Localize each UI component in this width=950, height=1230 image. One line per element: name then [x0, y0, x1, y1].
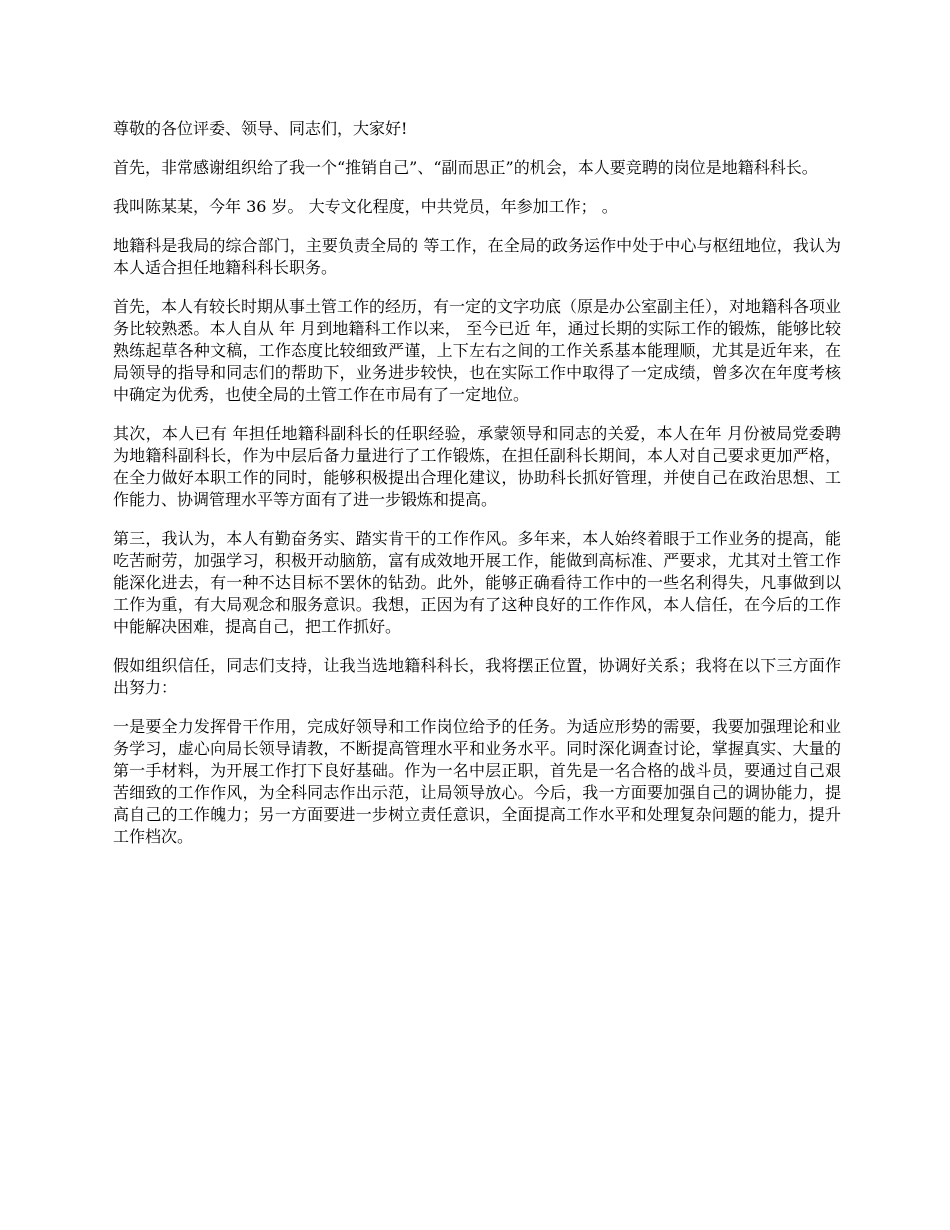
work-style-paragraph: 第三，我认为，本人有勤奋务实、踏实肯干的工作作风。多年来，本人始终着眼于工作业务的提高，能吃苦耐劳，加强学习，积极开动脑筋，富有成效地开展工作，能做到高标准、严要求，尤其对土管工作能深化进去，有一种不达目标不罢休的钻劲。此外，能够正确看待工作中的一些名利得失，凡事做到以工作为重，有大局观念和服务意识。我想，正因为有了这种良好的工作作风，本人信任，在今后的工作中能解决困难，提高自己，把工作抓好。: [113, 529, 841, 636]
intro-paragraph: 首先，非常感谢组织给了我一个“推销自己”、“副而思正”的机会，本人要竞聘的岗位是地籍科科长。: [113, 158, 818, 177]
plan-paragraph: 一是要全力发挥骨干作用，完成好领导和工作岗位给予的任务。为适应形势的需要，我要加强理论和业务学习，虚心向局长领导请教，不断提高管理水平和业务水平。同时深化调查讨论，掌握真实、大量的第一手材料，为开展工作打下良好基础。作为一名中层正职，首先是一名合格的战斗员，要通过自己艰苦细致的工作作风，为全科同志作出示范，让局领导放心。今后，我一方面要加强自己的调协能力，提高自己的工作魄力；另一方面要进一步树立责任意识，全面提高工作水平和处理复杂问题的能力，提升工作档次。: [113, 717, 841, 846]
self-introduction-paragraph: 我叫陈某某，今年 36 岁。 大专文化程度，中共党员，年参加工作； 。: [113, 197, 618, 216]
document-body: [113, 118, 841, 865]
deputy-experience-paragraph: 其次，本人已有 年担任地籍科副科长的任职经验，承蒙领导和同志的关爱，本人在年 月份被局党委聘为地籍科副科长，作为中层后备力量进行了工作锻炼，在担任副科长期间，本人对自己要求更加严格，在全力做好本职工作的同时，能够积极提出合理化建议，协助科长抓好管理，并使自己在政治思想、工作能力、协调管理水平等方面有了进一步锻炼和提高。: [113, 424, 841, 509]
commitment-paragraph: 假如组织信任，同志们支持，让我当选地籍科科长，我将摆正位置，协调好关系；我将在以下三方面作出努力：: [113, 656, 841, 697]
department-paragraph: 地籍科是我局的综合部门，主要负责全局的 等工作，在全局的政务运作中处于中心与枢纽地位，我认为本人适合担任地籍科科长职务。: [113, 236, 841, 277]
greeting-paragraph: 尊敬的各位评委、领导、同志们，大家好!: [113, 119, 408, 138]
experience-paragraph: 首先，本人有较长时期从事土管工作的经历，有一定的文字功底（原是办公室副主任），对地籍科各项业务比较熟悉。本人自从 年 月到地籍科工作以来， 至今已近 年，通过长期的实际工作的锻炼，能够比较熟练起草各种文稿，工作态度比较细致严谨，上下左右之间的工作关系基本能理顺，尤其是近年来，在局领导的指导和同志们的帮助下，业务进步较快，也在实际工作中取得了一定成绩，曾多次在年度考核中确定为优秀，也使全局的土管工作在市局有了一定地位。: [113, 297, 842, 404]
